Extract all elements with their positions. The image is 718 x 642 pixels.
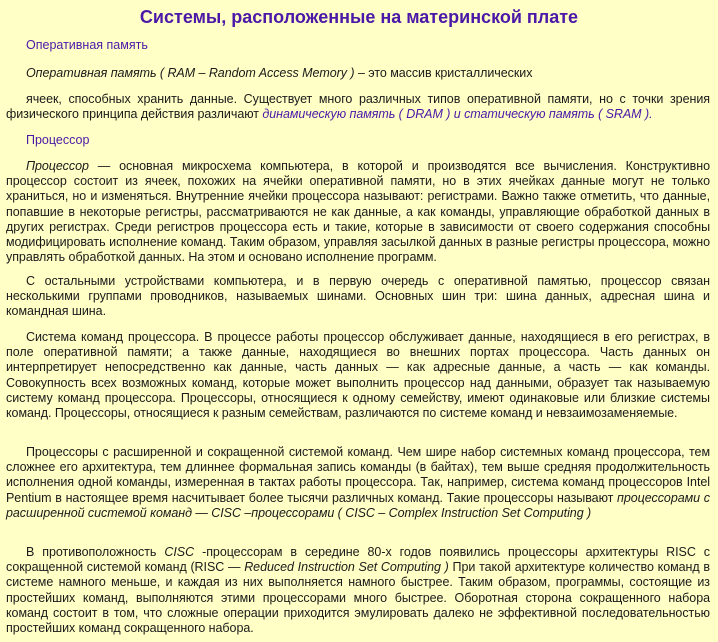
- ram-paragraph-1: [26, 66, 716, 81]
- cpu-text-1: — основная микросхема компьютера, в которой и производятся все вычисления. Конструктивно процессор состоит из ячеек, похожих на ячейки оперативной памяти, но в этих ячейках данные могут не только храниться, но и изменяться. Внутренние ячейки процессора называют: регистрами. Важно также отметить, что данные, попавшие в некоторые регистры, рассматриваются не как данные, а как команды, управляющие обработкой данных в других регистрах. Среди регистров процессора есть и такие, которые в зависимости от своего содержания способны модифицировать исполнение команд. Таким образом, управляя засылкой данных в разные регистры процессора, можно управлять обработкой данных. На этом и основано исполнение программ.: [6, 159, 710, 265]
- ram-text-2a: ячеек, способных хранить данные. Существует много различных типов оперативной памяти, но с точки зрения физического принципа действия различают: [6, 92, 710, 122]
- ram-paragraph-2: [6, 92, 710, 122]
- cpu-term-5b: Reduced Instruction Set Computing ): [244, 560, 449, 575]
- cpu-paragraph-4: [6, 445, 710, 521]
- cpu-term-5a: CISC: [164, 545, 195, 559]
- cpu-term: Процессор: [26, 159, 89, 173]
- cpu-text-4: Процессоры с расширенной и сокращенной системой команд. Чем шире набор системных команд процессора, тем сложнее его архитектура, тем длиннее формальная запись команды (в байтах), тем выше средняя продолжительность исполнения одной команды, измеренная в тактах работы процессора. Так, например, система команд процессоров Intel Pentium в настоящее время насчитывает более тысячи различных команд. Такие процессоры называют: [6, 445, 710, 505]
- section-heading-ram: Оперативная память: [26, 38, 148, 52]
- cpu-paragraph-3: Система команд процессора. В процессе работы процессор обслуживает данные, находящиеся в его регистрах, в поле оперативной памяти; а также данные, находящиеся во внешних портах процессора. Часть данных он интерпретирует непосредственно как данные, часть данных — как адресные данные, а часть — как команды. Совокупность всех возможных команд, которые может выполнить процессор над данными, образует так называемую систему команд процессора. Процессоры, относящиеся к одному семейству, имеют одинаковые или близкие системы команд. Процессоры, относящиеся к разным семействам, различаются по системе команд и невзаимозаменяемые.: [6, 330, 710, 421]
- cpu-text-5c: При такой архитектуре количество команд в системе намного меньше, и каждая из них выполняется намного быстрее. Таким образом, программы, состоящие из простейших команд, выполняются этими процессорами много быстрее. Оборотная сторона сокращенного набора команд состоит в том, что сложные операции приходится эмулировать далеко не эффективной последовательностью простейших команд сокращенного набора.: [6, 560, 711, 636]
- cpu-paragraph-2: С остальными устройствами компьютера, и в первую очередь с оперативной памятью, процессор связан несколькими группами проводников, называемых шинами. Основных шин три: шина данных, адресная шина и командная шина.: [6, 274, 710, 319]
- page-title: Системы, расположенные на материнской плате: [139, 7, 579, 27]
- cpu-term-4: процессорами с расширенной системой команд — CISC –процессорами ( CISC – Complex Instruction Set Computing ): [6, 490, 710, 520]
- ram-term: Оперативная память ( RAM – Random Access Memory ): [26, 66, 355, 80]
- cpu-paragraph-1: [6, 159, 710, 265]
- section-heading-cpu: Процессор: [26, 133, 90, 147]
- cpu-text-5b: -процессорам в середине 80-х годов появились процессоры архитектуры RISC с сокращенной системой команд (RISC —: [6, 545, 710, 575]
- cpu-paragraph-5: [6, 545, 710, 636]
- ram-term-2: динамическую память ( DRAM ) и статическую память ( SRAM ).: [262, 107, 653, 122]
- ram-text: – это массив кристаллических: [354, 66, 533, 80]
- cpu-text-5a: В противоположность: [26, 545, 165, 559]
